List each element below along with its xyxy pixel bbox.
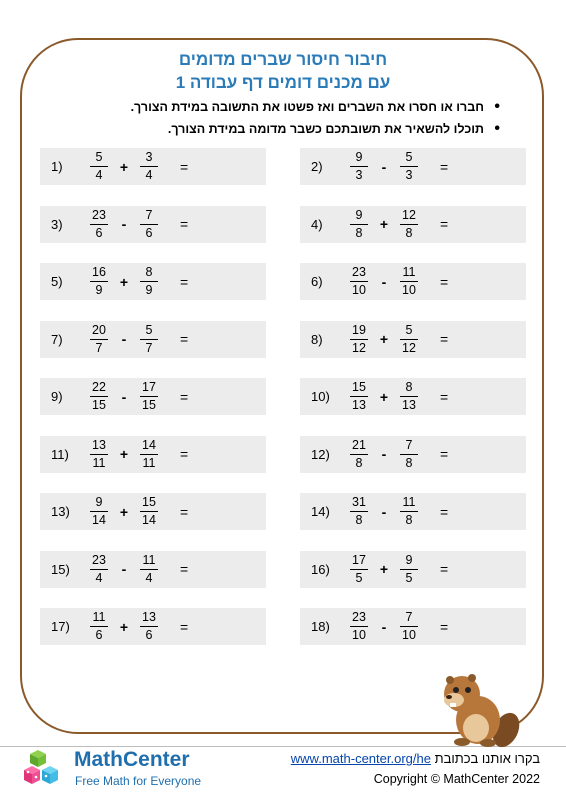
fraction	[346, 611, 372, 642]
operator: +	[119, 158, 129, 175]
fraction-bar	[140, 224, 158, 225]
problem-item	[40, 493, 266, 530]
operator: -	[121, 388, 127, 405]
fraction-bar	[90, 339, 108, 340]
problem-number: 7)	[51, 331, 63, 347]
operator: +	[379, 388, 389, 405]
numerator: 23	[352, 610, 366, 624]
numerator: 9	[355, 207, 363, 222]
fraction-bar	[400, 569, 418, 570]
colored-cubes-logo-icon	[22, 748, 68, 788]
problem-item	[40, 321, 266, 358]
numerator: 23	[92, 207, 106, 222]
problem-number: 6)	[311, 274, 323, 289]
denominator: 4	[95, 168, 103, 182]
equals-sign: =	[180, 273, 189, 290]
fraction	[396, 151, 422, 182]
numerator: 9	[95, 495, 103, 509]
numerator: 19	[352, 322, 366, 337]
denominator: 6	[95, 628, 103, 642]
problem-item	[40, 148, 266, 185]
numerator: 13	[92, 437, 106, 452]
denominator: 12	[352, 340, 366, 355]
problem-number: 5)	[51, 274, 63, 289]
problem-number: 11)	[51, 446, 69, 462]
problem-number: 10)	[311, 389, 330, 404]
fraction	[136, 439, 162, 470]
website-link[interactable]: www.math-center.org/he	[290, 751, 431, 766]
equals-sign: =	[440, 446, 449, 462]
copyright-text: Copyright © MathCenter 2022	[373, 772, 540, 786]
fraction-bar	[140, 396, 158, 397]
numerator: 8	[405, 380, 413, 394]
numerator: 3	[145, 150, 153, 164]
fraction	[136, 611, 162, 642]
problem-number: 1)	[51, 159, 63, 174]
problem-item	[300, 436, 526, 473]
numerator: 7	[405, 610, 413, 624]
fraction-bar	[400, 281, 418, 282]
fraction-bar	[350, 626, 368, 627]
numerator: 11	[92, 610, 106, 624]
brand-name: MathCenter	[74, 748, 190, 771]
worksheet-subtitle: עם מכנים דומים דף עבודה 1	[175, 73, 391, 92]
denominator: 5	[355, 570, 363, 585]
equals-sign: =	[440, 331, 449, 347]
fraction	[136, 381, 162, 412]
visit-line	[291, 751, 540, 766]
problem-number: 9)	[51, 389, 63, 404]
denominator: 6	[95, 225, 103, 240]
fraction	[86, 611, 112, 642]
operator: -	[381, 273, 387, 290]
fraction	[136, 324, 162, 355]
denominator: 8	[355, 513, 363, 527]
operator: +	[379, 561, 389, 577]
fraction	[396, 381, 422, 412]
fraction	[346, 554, 372, 585]
problem-item	[40, 378, 266, 415]
instruction-item: • חברו או חסרו את השברים ואז פשטו את התשובה במידת הצורך.	[131, 97, 484, 119]
fraction	[86, 381, 112, 412]
fraction-bar	[400, 339, 418, 340]
equals-sign: =	[180, 446, 189, 462]
operator: -	[121, 216, 127, 232]
brand-tagline: Free Math for Everyone	[75, 774, 202, 788]
numerator: 5	[95, 150, 103, 164]
fraction-bar	[140, 569, 158, 570]
equals-sign: =	[180, 561, 189, 577]
fraction	[396, 209, 422, 240]
denominator: 9	[145, 283, 153, 297]
operator: -	[121, 331, 127, 347]
fraction-bar	[400, 511, 418, 512]
fraction-bar	[350, 339, 368, 340]
numerator: 9	[355, 150, 363, 164]
problem-number: 18)	[311, 619, 330, 634]
problem-number: 4)	[311, 216, 323, 232]
numerator: 7	[145, 207, 153, 222]
problem-number: 3)	[51, 216, 63, 232]
operator: -	[381, 618, 387, 635]
operator: +	[119, 503, 129, 520]
fraction-bar	[350, 454, 368, 455]
instruction-item: • תוכלו להשאיר את תשובתכם כשבר מדומה במידת הצורך.	[131, 119, 484, 141]
fraction-bar	[400, 626, 418, 627]
problem-item	[40, 608, 266, 645]
problem-number: 15)	[51, 561, 70, 577]
operator: -	[381, 503, 387, 520]
denominator: 15	[142, 398, 156, 412]
denominator: 10	[402, 628, 416, 642]
fraction	[396, 266, 422, 297]
equals-sign: =	[440, 618, 449, 635]
equals-sign: =	[440, 273, 449, 290]
numerator: 9	[405, 552, 413, 567]
fraction-bar	[90, 224, 108, 225]
fraction	[396, 324, 422, 355]
numerator: 23	[92, 552, 106, 567]
denominator: 10	[352, 628, 366, 642]
fraction	[136, 151, 162, 182]
fraction-bar	[140, 281, 158, 282]
fraction	[86, 439, 112, 470]
fraction-bar	[350, 396, 368, 397]
problem-item	[40, 263, 266, 300]
fraction-bar	[90, 396, 108, 397]
fraction	[396, 611, 422, 642]
equals-sign: =	[440, 216, 449, 232]
beaver-mascot-icon	[432, 668, 522, 752]
denominator: 13	[402, 398, 416, 412]
denominator: 11	[92, 455, 106, 470]
denominator: 6	[145, 628, 153, 642]
fraction	[346, 439, 372, 470]
fraction	[396, 439, 422, 470]
problem-item	[40, 551, 266, 588]
fraction-bar	[140, 511, 158, 512]
problem-item	[300, 551, 526, 588]
numerator: 20	[92, 322, 106, 337]
numerator: 17	[352, 552, 366, 567]
fraction	[86, 496, 112, 527]
fraction	[346, 151, 372, 182]
fraction-bar	[90, 511, 108, 512]
numerator: 7	[405, 437, 413, 452]
denominator: 14	[92, 513, 106, 527]
fraction	[346, 266, 372, 297]
fraction-bar	[350, 511, 368, 512]
fraction-bar	[400, 166, 418, 167]
denominator: 8	[405, 225, 413, 240]
fraction	[86, 324, 112, 355]
operator: -	[381, 158, 387, 175]
fraction-bar	[140, 339, 158, 340]
numerator: 5	[145, 322, 153, 337]
fraction-bar	[90, 454, 108, 455]
fraction-bar	[90, 569, 108, 570]
denominator: 8	[355, 455, 363, 470]
denominator: 13	[352, 398, 366, 412]
denominator: 9	[95, 283, 103, 297]
numerator: 12	[402, 207, 416, 222]
instructions-list	[131, 97, 484, 141]
equals-sign: =	[440, 503, 449, 520]
problem-item	[300, 321, 526, 358]
fraction-bar	[90, 166, 108, 167]
fraction	[136, 209, 162, 240]
fraction-bar	[90, 626, 108, 627]
numerator: 23	[352, 265, 366, 279]
problem-item	[40, 206, 266, 243]
visit-text: בקרו אותנו בכתובת	[434, 751, 540, 766]
numerator: 15	[142, 495, 156, 509]
denominator: 5	[405, 570, 413, 585]
denominator: 10	[352, 283, 366, 297]
numerator: 5	[405, 150, 413, 164]
operator: +	[119, 446, 129, 462]
numerator: 22	[92, 380, 106, 394]
problem-item	[40, 436, 266, 473]
equals-sign: =	[440, 561, 449, 577]
equals-sign: =	[180, 503, 189, 520]
denominator: 3	[355, 168, 363, 182]
fraction	[346, 381, 372, 412]
denominator: 15	[92, 398, 106, 412]
problem-number: 8)	[311, 331, 323, 347]
equals-sign: =	[440, 158, 449, 175]
equals-sign: =	[180, 158, 189, 175]
fraction	[86, 151, 112, 182]
denominator: 8	[405, 513, 413, 527]
fraction	[396, 496, 422, 527]
fraction	[396, 554, 422, 585]
operator: +	[119, 273, 129, 290]
numerator: 14	[142, 437, 156, 452]
fraction	[86, 554, 112, 585]
problem-number: 14)	[311, 504, 330, 519]
fraction-bar	[350, 569, 368, 570]
fraction	[136, 496, 162, 527]
fraction-bar	[90, 281, 108, 282]
operator: +	[379, 216, 389, 232]
fraction	[346, 324, 372, 355]
denominator: 4	[95, 570, 103, 585]
numerator: 11	[402, 495, 416, 509]
numerator: 11	[142, 552, 156, 567]
problem-item	[300, 206, 526, 243]
denominator: 4	[145, 570, 153, 585]
worksheet-title: חיבור חיסור שברים מדומים	[178, 50, 388, 69]
fraction-bar	[400, 454, 418, 455]
fraction-bar	[400, 396, 418, 397]
numerator: 13	[142, 610, 156, 624]
denominator: 7	[95, 340, 103, 355]
fraction	[346, 209, 372, 240]
denominator: 12	[402, 340, 416, 355]
denominator: 4	[145, 168, 153, 182]
numerator: 16	[92, 265, 106, 279]
fraction-bar	[350, 224, 368, 225]
problem-number: 13)	[51, 504, 70, 519]
fraction	[136, 554, 162, 585]
problem-number: 16)	[311, 561, 330, 577]
equals-sign: =	[180, 618, 189, 635]
fraction	[136, 266, 162, 297]
operator: +	[379, 331, 389, 347]
fraction	[86, 209, 112, 240]
denominator: 8	[405, 455, 413, 470]
operator: -	[121, 561, 127, 577]
problem-item	[300, 263, 526, 300]
denominator: 3	[405, 168, 413, 182]
fraction	[346, 496, 372, 527]
problem-item	[300, 378, 526, 415]
numerator: 21	[352, 437, 366, 452]
numerator: 15	[352, 380, 366, 394]
problem-number: 12)	[311, 446, 330, 462]
problem-item	[300, 608, 526, 645]
problem-number: 17)	[51, 619, 70, 634]
denominator: 10	[402, 283, 416, 297]
numerator: 8	[145, 265, 153, 279]
numerator: 11	[402, 265, 416, 279]
numerator: 31	[352, 495, 366, 509]
fraction-bar	[140, 626, 158, 627]
denominator: 6	[145, 225, 153, 240]
equals-sign: =	[440, 388, 449, 405]
fraction-bar	[140, 454, 158, 455]
problem-number: 2)	[311, 159, 323, 174]
denominator: 11	[142, 455, 156, 470]
fraction-bar	[140, 166, 158, 167]
problem-item	[300, 148, 526, 185]
fraction	[86, 266, 112, 297]
equals-sign: =	[180, 388, 189, 405]
denominator: 8	[355, 225, 363, 240]
problem-item	[300, 493, 526, 530]
denominator: 7	[145, 340, 153, 355]
equals-sign: =	[180, 331, 189, 347]
fraction-bar	[400, 224, 418, 225]
fraction-bar	[350, 281, 368, 282]
fraction-bar	[350, 166, 368, 167]
numerator: 17	[142, 380, 156, 394]
numerator: 5	[405, 322, 413, 337]
operator: -	[381, 446, 387, 462]
denominator: 14	[142, 513, 156, 527]
equals-sign: =	[180, 216, 189, 232]
operator: +	[119, 618, 129, 635]
